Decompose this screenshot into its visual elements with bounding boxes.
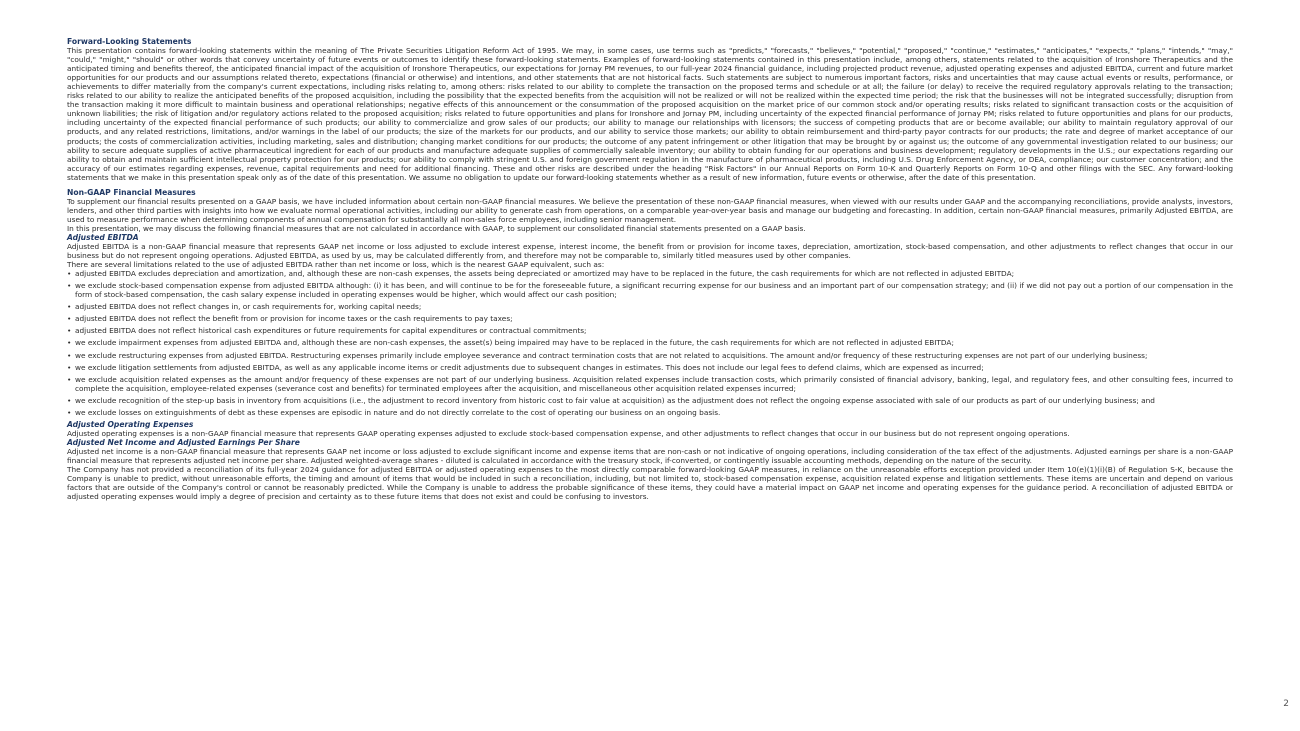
reconciliation-paragraph: The Company has not provided a reconciliation of its full-year 2024 guidance for adjusted EBITDA or adjusted operating expenses to the most directly comparable forward-looking GAAP measures, in reliance on the unreasonable efforts exception provided under Item 10(e)(1)(i)(B) of Regulation S-K, because the Company is unable to predict, without unreasonable efforts, the timing and amount of items that would be included in such a reconciliation, including, but not limited to, stock-based compensation expense, acquisition related expense and litigation settlements. These items are uncertain and depend on various factors that are outside of the Company's control or cannot be reasonably predicted. While the Company is unable to address the probable significance of these items, they could have a material impact on GAAP net income and operating expenses for the guidance period. A reconciliation of adjusted EBITDA or adjusted operating expenses would imply a degree of precision and certainty as to these future items that does not exist and could be confusing to investors. <box>67 465 1233 502</box>
bullet-marker: • <box>67 338 72 348</box>
page-number: 2 <box>1283 699 1289 709</box>
ebitda-bullet-item <box>67 351 1233 360</box>
ebitda-bullet-item <box>67 281 1233 299</box>
ebitda-bullet-item <box>67 408 1233 417</box>
ebitda-bullet-item <box>67 302 1233 311</box>
forward-looking-body: This presentation contains forward-looking statements within the meaning of The Private Securities Litigation Reform Act of 1995. We may, in some cases, use terms such as "predicts," "forecasts," "believes," "potential," "proposed," "continue," "estimates," "anticipates," "expects," "plans," "intends," "may," "could," "might," "should" or other words that convey uncertainty of future events or outcomes to identify these forward-looking statements. Examples of forward-looking statements contained in this presentation include, among others, statements related to the acquisition of Ironshore Therapeutics and the anticipated timing and benefits thereof, the anticipated financial impact of the acquisition of Ironshore Therapeutics, our expectations for Jornay PM revenues, to our full-year 2024 financial guidance, including projected product revenue, adjusted operating expenses and adjusted EBITDA, current and future market opportunities for our products and our assumptions related thereto, expectations (financial or otherwise) and intentions, and other statements that are not historical facts. Such statements are subject to numerous important factors, risks and uncertainties that may cause actual events or results, performance, or achievements to differ materially from the company's current expectations, including risks relating to, among others: risks related to our ability to complete the transaction on the proposed terms and schedule or at all; the failure (or delay) to receive the required regulatory approvals relating to the transaction; risks related to our ability to realize the anticipated benefits of the proposed acquisition, including the possibility that the expected benefits from the acquisition will not be realized or will not be realized within the expected time period; the risk that the businesses will not be integrated successfully; disruption from the transaction making it more difficult to maintain business and operational relationships; negative effects of this announcement or the consummation of the proposed acquisition on the market price of our common stock and/or operating results; risks related to significant transaction costs or the acquisition of unknown liabilities; the risk of litigation and/or regulatory actions related to the proposed acquisition; risks related to future opportunities and plans for Ironshore and Jornay PM, including uncertainty of the expected financial performance of Jornay PM; risks related to future opportunities and plans for our products, including uncertainty of the expected financial performance of such products; our ability to commercialize and grow sales of our products; our ability to manage our relationships with licensors; the success of competing products that are or become available; our ability to maintain regulatory approval of our products, and any related restrictions, limitations, and/or warnings in the label of our products; the size of the markets for our products, and our ability to service those markets; our ability to obtain reimbursement and third-party payor contracts for our products; the rate and degree of market acceptance of our products; the costs of commercialization activities, including marketing, sales and distribution; changing market conditions for our products; the outcome of any patent infringement or other litigation that may be brought by or against us; the outcome of any governmental investigation related to our business; our ability to secure adequate supplies of active pharmaceutical ingredient for each of our products and manufacture adequate supplies of commercially saleable inventory; our ability to obtain funding for our operations and business development; regulatory developments in the U.S.; our expectations regarding our ability to obtain and maintain sufficient intellectual property protection for our products; our ability to comply with stringent U.S. and foreign government regulation in the manufacture of pharmaceutical products, including U.S. Drug Enforcement Agency, or DEA, compliance; our customer concentration; and the accuracy of our estimates regarding expenses, revenue, capital requirements and need for additional financing. These and other risks are described under the heading "Risk Factors" in our Annual Reports on Form 10-K and Quarterly Reports on Form 10-Q and other filings with the SEC. Any forward-looking statements that we make in this presentation speak only as of the date of this presentation. We assume no obligation to update our forward-looking statements whether as a result of new information, future events or otherwise, after the date of this presentation. <box>67 46 1233 182</box>
bullet-text: we exclude stock-based compensation expense from adjusted EBITDA although: (i) it has been, and will continue to be for the foreseeable future, a significant recurring expense for our business and an important part of our compensation strategy; and (ii) if we did not pay out a portion of our compensation in the form of stock-based compensation, the cash salary expense included in operating expenses would be higher, which would affect our cash position; <box>75 281 1233 300</box>
ebitda-bullet-item <box>67 338 1233 347</box>
adjusted-ebitda-paragraph-1: Adjusted EBITDA is a non-GAAP financial measure that represents GAAP net income or loss adjusted to exclude interest expense, interest income, the benefit from or provision for income taxes, depreciation, amortization, stock-based compensation, and other adjustments to reflect changes that occur in our business but do not represent ongoing operations. Adjusted EBITDA, as used by us, may be calculated differently from, and therefore may not be comparable to, similarly titled measures used by other companies. <box>67 242 1233 261</box>
bullet-marker: • <box>67 407 72 417</box>
bullet-text: adjusted EBITDA does not reflect historical cash expenditures or future requirements for capital expenditures or contractual commitments; <box>75 326 587 336</box>
bullet-marker: • <box>67 302 72 312</box>
forward-looking-heading: Forward-Looking Statements <box>67 37 192 46</box>
disclaimer-content <box>67 37 1233 501</box>
bullet-marker: • <box>67 374 72 384</box>
bullet-text: we exclude recognition of the step-up basis in inventory from acquisitions (i.e., the adjustment to record inventory from historic cost to fair value at acquisition) as the adjustment does not reflect the ongoing expense associated with sale of our products as part of our underlying business; and <box>75 395 1155 405</box>
bullet-text: we exclude impairment expenses from adjusted EBITDA and, although these are non-cash expenses, the asset(s) being impaired may have to be replaced in the future, the cash requirements for which are not reflected in adjusted EBITDA; <box>75 338 954 348</box>
non-gaap-heading: Non-GAAP Financial Measures <box>67 187 196 197</box>
bullet-marker: • <box>67 350 72 360</box>
adjusted-net-income-paragraph-1: Adjusted net income is a non-GAAP financial measure that represents GAAP net income or loss adjusted to exclude significant income and expense items that are non-cash or not indicative of ongoing operations, including consideration of the tax effect of the adjustments. Adjusted earnings per share is a non-GAAP financial measure that represents adjusted net income per share. Adjusted weighted-average shares - diluted is calculated in accordance with the treasury stock, if-converted, or contingently issuable accounting methods, depending on the nature of the security. <box>67 446 1233 465</box>
adjusted-ebitda-paragraph-2: There are several limitations related to the use of adjusted EBITDA rather than net income or loss, which is the nearest GAAP equivalent, such as: <box>67 260 605 270</box>
ebitda-bullet-item <box>67 375 1233 393</box>
ebitda-bullet-item <box>67 396 1233 405</box>
bullet-text: we exclude restructuring expenses from adjusted EBITDA. Restructuring expenses primarily include employee severance and contract termination costs that are not related to acquisitions. The amount and/or frequency of these restructuring expenses are not part of our underlying business; <box>75 350 1148 360</box>
non-gaap-paragraph-2: In this presentation, we may discuss the following financial measures that are not calculated in accordance with GAAP, to supplement our consolidated financial statements presented on a GAAP basis. <box>67 223 806 233</box>
bullet-text: we exclude acquisition related expenses as the amount and/or frequency of these expenses are not part of our underlying business. Acquisition related expenses include transaction costs, which primarily consisted of financial advisory, banking, legal, and regulatory fees, and other consulting fees, incurred to complete the acquisition, employee-related expenses (severance cost and benefits) for terminated employees after the acquisition, and miscellaneous other acquisition related expenses incurred; <box>75 374 1233 393</box>
ebitda-bullet-item <box>67 326 1233 335</box>
adjusted-opex-heading: Adjusted Operating Expenses <box>67 419 194 429</box>
bullet-marker: • <box>67 362 72 372</box>
bullet-marker: • <box>67 326 72 336</box>
bullet-marker: • <box>67 281 72 291</box>
ebitda-bullet-item <box>67 314 1233 323</box>
bullet-text: we exclude litigation settlements from adjusted EBITDA, as well as any applicable income items or credit adjustments due to subsequent changes in estimates. This does not include our legal fees to defend claims, which are expensed as incurred; <box>75 362 984 372</box>
bullet-marker: • <box>67 314 72 324</box>
bullet-text: adjusted EBITDA does not reflect changes in, or cash requirements for, working capital needs; <box>75 302 422 312</box>
adjusted-opex-paragraph: Adjusted operating expenses is a non-GAAP financial measure that represents GAAP operating expenses adjusted to exclude stock-based compensation expense, and other adjustments to reflect changes that occur in our business but do not represent ongoing operations. <box>67 428 1070 438</box>
bullet-text: adjusted EBITDA does not reflect the benefit from or provision for income taxes or the cash requirements to pay taxes; <box>75 314 513 324</box>
bullet-marker: • <box>67 269 72 279</box>
bullet-text: adjusted EBITDA excludes depreciation and amortization, and, although these are non-cash expenses, the assets being depreciated or amortized may have to be replaced in the future, the cash requirements for which are not reflected in adjusted EBITDA; <box>75 269 1015 279</box>
adjusted-net-income-heading: Adjusted Net Income and Adjusted Earnings Per Share <box>67 437 300 447</box>
ebitda-bullet-item <box>67 363 1233 372</box>
ebitda-bullet-item <box>67 269 1233 278</box>
non-gaap-paragraph-1: To supplement our financial results presented on a GAAP basis, we have included information about certain non-GAAP financial measures. We believe the presentation of these non-GAAP financial measures, when viewed with our results under GAAP and the accompanying reconciliations, provide analysts, investors, lenders, and other third parties with insights into how we evaluate normal operational activities, including our ability to generate cash from operations, on a comparable year-over-year basis and manage our budgeting and forecasting. In addition, certain non-GAAP financial measures, primarily Adjusted EBITDA, are used to measure performance when determining components of annual compensation for substantially all non-sales force employees, including senior management. <box>67 196 1233 224</box>
bullet-text: we exclude losses on extinguishments of debt as these expenses are episodic in nature and do not directly correlate to the cost of operating our business on an ongoing basis. <box>75 407 721 417</box>
adjusted-ebitda-heading: Adjusted EBITDA <box>67 232 139 242</box>
bullet-marker: • <box>67 395 72 405</box>
